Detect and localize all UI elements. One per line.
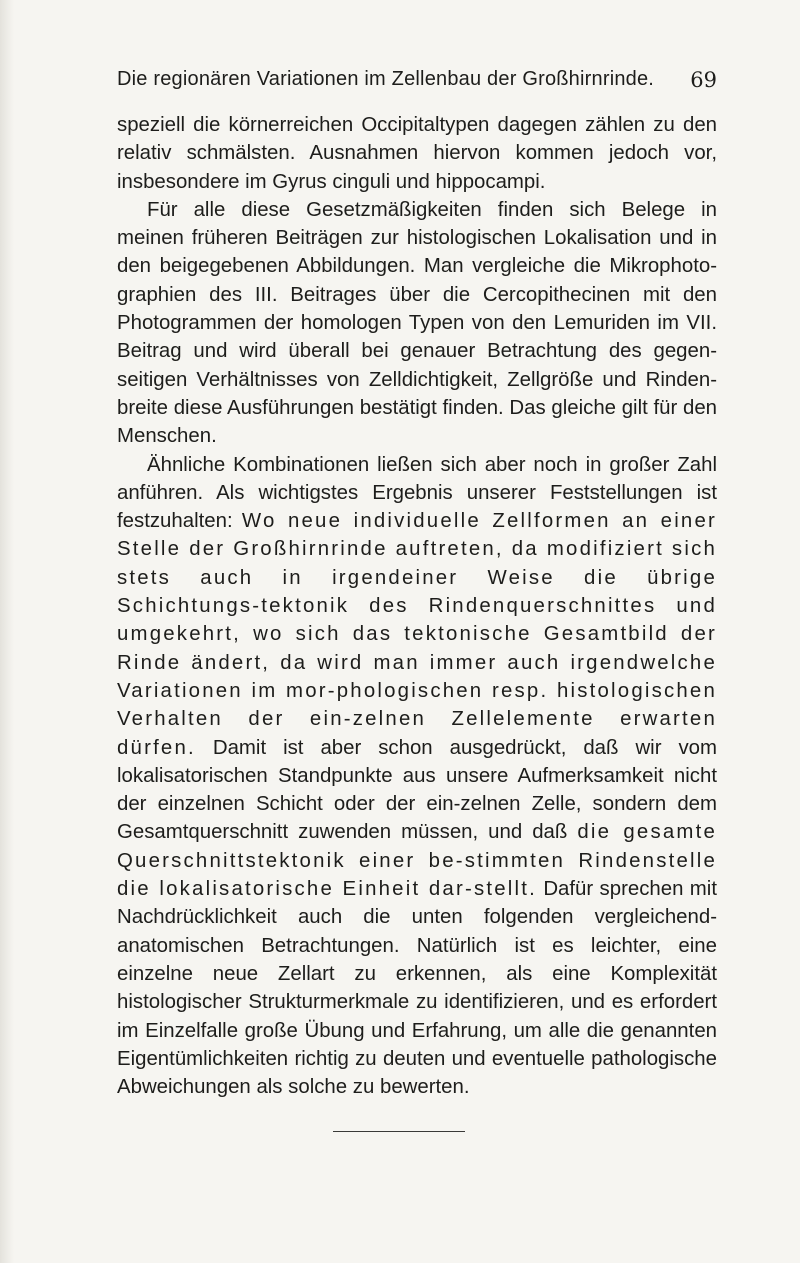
page-number: 69 <box>690 68 717 92</box>
paragraph-3-text-3: Dafür sprechen mit Nachdrücklichkeit auch die unten folgenden vergleichend-anatomischen Betrachtungen. Natürlich ist es leichter, eine einzelne neue Zellart zu erkennen, als eine Komplexität histologischer Strukturmerkmale zu identifizieren, und es erfordert im Einzelfalle große Übung und Erfahrung, um alle die genannten Eigentümlichkeiten richtig zu deuten und eventuelle pathologische Abweichungen als solche zu bewerten. <box>117 878 717 1099</box>
page-header <box>117 68 717 100</box>
body-text <box>117 111 717 1101</box>
paragraph-3 <box>117 451 717 1102</box>
page-binding-edge <box>0 0 14 1263</box>
paragraph-1: speziell die körnerreichen Occipitaltypen dagegen zählen zu den relativ schmälsten. Ausnahmen hiervon kommen jedoch vor, insbesondere im Gyrus cinguli und hippocampi. <box>117 114 717 193</box>
paragraph-3-text-1: Ähnliche Kombinationen ließen sich aber noch in großer Zahl anführen. Als wichtigstes Ergebnis unserer Feststellungen ist festzuhalten: <box>117 453 717 533</box>
running-title: Die regionären Variationen im Zellenbau der Großhirnrinde. <box>117 68 655 90</box>
section-divider <box>333 1131 465 1132</box>
emphasized-statement-1: Wo neue individuelle Zellformen an einer Stelle der Großhirnrinde auftreten, da modifiziert sich stets auch in irgendeiner Weise die übrige Schichtungs-tektonik des Rindenquerschnittes und umgekehrt, wo sich das tektonische Gesamtbild der Rinde ändert, da wird man immer auch irgendwelche Variationen im mor-phologischen resp. histologischen Verhalten der ein-zelnen Zellelemente erwarten dürfen. <box>117 510 717 759</box>
paragraph-2: Für alle diese Gesetzmäßigkeiten finden sich Belege in meinen früheren Beiträgen zur histologischen Lokalisation und in den beigegebenen Abbildungen. Man vergleiche die Mikrophoto-graphien des III. Beitrages über die Cercopithecinen mit den Photogrammen der homologen Typen von den Lemuriden im VII. Beitrag und wird überall bei genauer Betrachtung des gegen-seitigen Verhältnisses von Zelldichtigkeit, Zellgröße und Rinden-breite diese Ausführungen bestätigt finden. Das gleiche gilt für den Menschen. <box>117 198 717 448</box>
emphasized-statement-2: die gesamte Querschnittstektonik einer be-stimmten Rindenstelle die lokalisatorische Einheit dar-stellt. <box>117 821 717 901</box>
paragraph-3-text-2: Damit ist aber schon ausgedrückt, daß wir vom lokalisatorischen Standpunkte aus unsere Aufmerksamkeit nicht der einzelnen Schicht oder der ein-zelnen Zelle, sondern dem Gesamtquerschnitt zuwenden müssen, und daß <box>117 736 717 844</box>
